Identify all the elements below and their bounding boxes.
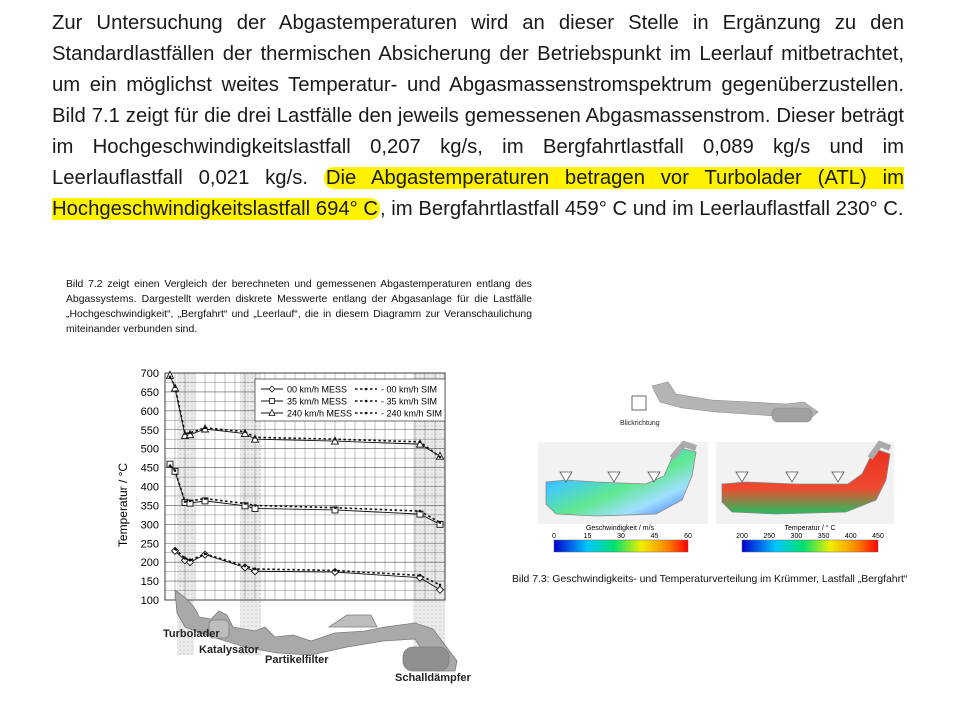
- data-point: [174, 469, 177, 472]
- temperature-tick: 450: [872, 533, 884, 540]
- y-axis-label: Temperatur / °C: [116, 462, 130, 548]
- velocity-tick: 60: [684, 533, 692, 540]
- data-point: [189, 500, 192, 503]
- data-point: [184, 500, 187, 503]
- component-label: Turbolader: [163, 628, 220, 640]
- component-label: Partikelfilter: [265, 654, 329, 666]
- legend-label: - 00 km/h SIM: [381, 384, 438, 395]
- data-point: [334, 438, 337, 441]
- temperature-tick: 250: [763, 533, 776, 540]
- y-tick-label: 300: [140, 519, 159, 532]
- data-point: [174, 548, 177, 551]
- data-point: [334, 569, 337, 572]
- body-paragraph: [52, 8, 904, 225]
- view-direction-box: [632, 396, 646, 410]
- chart-legend: [255, 379, 445, 421]
- temperature-distribution-image: [716, 442, 894, 524]
- simulation-figure: [536, 372, 916, 572]
- data-point: [184, 557, 187, 560]
- legend-label: 35 km/h MESS: [287, 396, 348, 407]
- temperature-tick: 200: [736, 533, 748, 540]
- velocity-distribution-image: [538, 442, 708, 524]
- y-tick-label: 650: [140, 386, 159, 399]
- component-label: Katalysator: [199, 644, 259, 656]
- temperature-scale-title: Temperatur / ° C: [784, 525, 836, 532]
- data-point: [189, 431, 192, 434]
- data-point: [439, 456, 442, 459]
- data-point: [419, 441, 422, 444]
- data-point: [204, 427, 207, 430]
- temperature-chart: [115, 365, 475, 695]
- data-point: [174, 385, 177, 388]
- velocity-scale-title: Geschwindigkeit / m/s: [585, 525, 655, 532]
- y-tick-label: 250: [140, 538, 159, 551]
- data-point: [169, 464, 172, 467]
- highlighted-text: Die Abgastemperaturen betragen vor Turbolader (ATL) im Hochgeschwindigkeitslastfall 694° C: [52, 167, 904, 220]
- data-point: [439, 521, 442, 524]
- data-point: [254, 568, 257, 571]
- legend-label: 240 km/h MESS: [287, 408, 353, 419]
- data-point: [334, 506, 337, 509]
- data-point: [244, 565, 247, 568]
- data-point: [419, 510, 422, 513]
- caption-figure-7-3: Bild 7.3: Geschwindigkeits- und Temperaturverteilung im Krümmer, Lastfall „Bergfahrt“: [512, 574, 908, 585]
- temperature-tick: 400: [844, 533, 857, 540]
- data-point: [439, 584, 442, 587]
- y-tick-label: 100: [140, 595, 159, 607]
- temperature-color-scale: [742, 540, 878, 552]
- data-point: [254, 504, 257, 507]
- velocity-tick: 30: [617, 533, 625, 540]
- data-point: [204, 497, 207, 500]
- y-tick-label: 150: [140, 576, 159, 589]
- y-tick-label: 600: [140, 405, 159, 418]
- paragraph-text: Zur Untersuchung der Abgastemperaturen wird an dieser Stelle in Ergänzung zu den Standardlastfällen der thermischen Absicherung der Betriebspunkt im Leerlauf mitbetrachtet, um ein möglichst weites Temperatur- und Abgasmassenstromspektrum gegenüberzustellen. Bild 7.1 zeigt für die drei Lastfälle den jeweils gemessenen Abgasmassenstrom. Dieser beträgt im Hochgeschwindigkeitslastfall 0,207 kg/s, im Bergfahrtlastfall 0,089 kg/s und im Leerlauflastfall 0,021 kg/s.: [52, 12, 904, 189]
- y-tick-label: 350: [140, 500, 159, 513]
- temperature-tick: 300: [790, 533, 803, 540]
- series-line: [175, 549, 440, 585]
- view-direction-label: Blickrichtung: [620, 420, 660, 427]
- velocity-tick: 45: [650, 533, 659, 540]
- y-tick-label: 700: [140, 368, 159, 380]
- exhaust-overview-sketch: [652, 382, 818, 422]
- data-point: [169, 375, 172, 378]
- legend-label: - 240 km/h SIM: [381, 408, 443, 419]
- legend-label: - 35 km/h SIM: [381, 396, 438, 407]
- paragraph-text-end: , im Bergfahrtlastfall 459° C und im Leerlauflastfall 230° C.: [380, 198, 904, 220]
- temperature-tick: 350: [817, 533, 830, 540]
- legend-label: 00 km/h MESS: [287, 384, 348, 395]
- caption-figure-7-2: Bild 7.2 zeigt einen Vergleich der berechneten und gemessenen Abgastemperaturen entlang des Abgassystems. Dargestellt werden diskrete Messwerte entlang der Abgasanlage für die Lastfälle „Hochgeschwindigkeit“, „Bergfahrt“ und „Leerlauf“, die in diesem Diagramm zur Veranschaulichung miteinander verbunden sind.: [66, 279, 532, 335]
- velocity-tick: 0: [552, 533, 556, 540]
- data-point: [204, 553, 207, 556]
- data-point: [189, 559, 192, 562]
- velocity-color-scale: [554, 540, 688, 552]
- data-point: [184, 432, 187, 435]
- y-tick-label: 500: [140, 443, 159, 456]
- y-tick-label: 400: [140, 481, 159, 494]
- velocity-tick: 15: [583, 533, 592, 540]
- component-label: Schalldämpfer: [395, 672, 471, 684]
- y-tick-label: 200: [140, 557, 159, 570]
- data-point: [419, 574, 422, 577]
- data-point: [254, 436, 257, 439]
- y-tick-label: 450: [140, 462, 159, 475]
- data-point: [244, 502, 247, 505]
- data-point: [244, 430, 247, 433]
- y-tick-label: 550: [140, 424, 159, 437]
